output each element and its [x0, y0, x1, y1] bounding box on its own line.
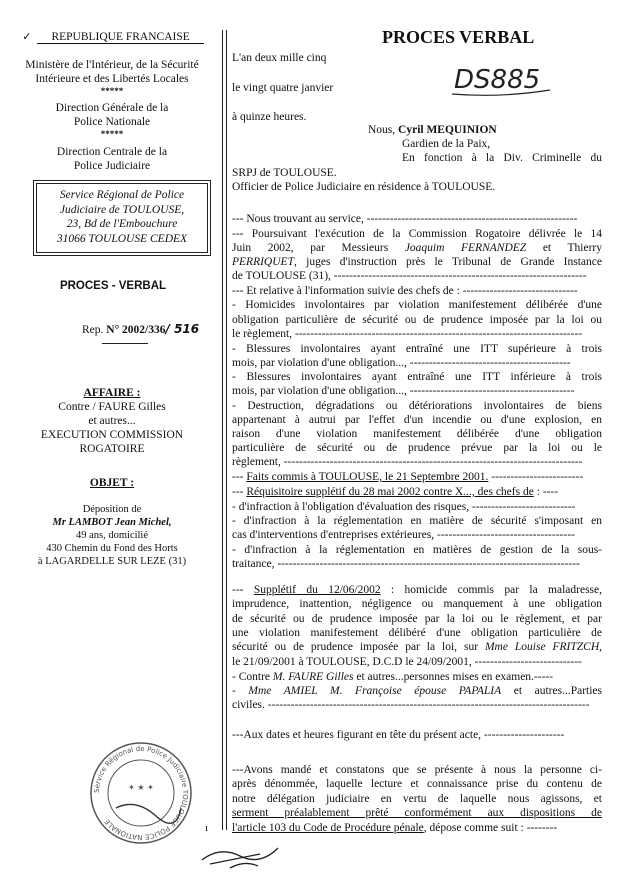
service-line-3: 23, Bd de l'Embouchure	[66, 218, 178, 230]
body-line: --- Et relative à l'information suivie des chefs de : ------------------------------	[232, 285, 578, 297]
officer-rank: Gardien de la Paix,	[402, 138, 491, 150]
body-line: mois, par violation d'une obligation..., ------------------------------------------	[232, 357, 571, 369]
body-line: - Blessures involontaires ayant entraîné une ITT supérieure à trois	[232, 343, 602, 355]
body-line: de sécurité ou de prudence imposée par la loi ou le règlement, et par	[232, 613, 602, 625]
body-line: l'article 103 du Code de Procédure pénale, dépose comme suit : --------	[232, 822, 558, 834]
affaire-label: AFFAIRE :	[83, 387, 141, 399]
republique-header	[20, 27, 206, 45]
emphasis: Supplétif du 12/06/2002	[253, 584, 381, 596]
body-line: ---Avons mandé et constatons que se présente à nous la personne ci-	[232, 764, 602, 776]
service-address	[36, 188, 208, 246]
body-line: règlement, ------------------------------------------------------------------------------	[232, 456, 583, 468]
officer-name-line	[368, 123, 497, 137]
column-divider-inner	[226, 30, 227, 830]
body-line: - d'infraction à l'obligation d'évaluation des risques, ---------------------------	[232, 501, 576, 513]
body-line: --- Poursuivant l'exécution de la Commission Rogatoire délivrée le 14	[232, 228, 602, 240]
service-line-2: Judiciaire de TOULOUSE,	[59, 203, 185, 216]
objet-line-4: 430 Chemin du Fond des Horts	[46, 543, 178, 554]
body-line: de TOULOUSE (31), ------------------------------------------------------------------	[232, 270, 587, 282]
body-line: notre délégation judiciaire en vertu de laquelle nous agissons, et	[232, 793, 602, 805]
body-line: - d'infraction à la réglementation en matières de gestion de la sous-	[232, 544, 602, 556]
ministere-line-2: Intérieure et des Libertés Locales	[35, 73, 189, 85]
tick-mark: ✓	[22, 31, 32, 43]
pv-subtitle: PROCES - VERBAL	[59, 280, 167, 292]
ministere-line-1: Ministère de l'Intérieur, de la Sécurité	[25, 59, 199, 71]
emphasis: Mme AMIEL M. Françoise épouse PAPALIA	[248, 685, 502, 697]
body-line: - Mme AMIEL M. Françoise épouse PAPALIA et autres...Parties	[232, 685, 602, 697]
rep-number: N° 2002/336	[106, 324, 166, 336]
affaire-line-1: Contre / FAURE Gilles	[58, 401, 166, 413]
body-line: traitance, -------------------------------------------------------------------------------	[232, 558, 580, 570]
handwritten-number	[450, 58, 560, 100]
body-line	[232, 806, 602, 820]
objet-block	[14, 503, 210, 568]
police-stamp	[86, 738, 196, 848]
officer-name: Cyril MEQUINION	[398, 124, 497, 136]
objet-line-1: Déposition de	[82, 504, 142, 515]
rep-handwritten: / 516	[165, 322, 200, 336]
objet-label	[14, 476, 210, 490]
body-line: - Homicides involontaires par violation manifestement délibérée d'une	[232, 299, 602, 311]
objet-line-3: 49 ans, domicilié	[75, 530, 149, 541]
date-line-3: à quinze heures.	[232, 111, 307, 123]
nous-label: Nous,	[368, 124, 396, 136]
body-line: PERRIQUET, juges d'instruction près le Tribunal de Grande Instance	[232, 256, 602, 268]
body-line: obligation particulière de sécurité ou de prudence imposée par la loi ou	[232, 314, 602, 326]
officer-srpj: SRPJ de TOULOUSE.	[232, 167, 337, 179]
body-line: mois, par violation d'une obligation..., -------------------------------------------	[232, 385, 575, 397]
officer-fonction: En fonction à la Div. Criminelle du	[402, 152, 602, 164]
dcpj-block	[14, 145, 210, 173]
objet-line-5: à LAGARDELLE SUR LEZE (31)	[37, 556, 187, 567]
service-line-1: Service Régional de Police	[59, 189, 185, 201]
stamp-text: Service Régional de Police Judiciaire TOULOUSE POLICE NATIONALE	[92, 744, 190, 842]
emphasis: Réquisitoire supplétif du 28 mai 2002 contre X..., des chefs de	[246, 486, 534, 498]
dgpn-line-2: Police Nationale	[73, 116, 151, 128]
stamp-mark: ı	[205, 822, 209, 834]
affaire-line-3: EXECUTION COMMISSION	[40, 429, 184, 441]
service-line-4: 31066 TOULOUSE CEDEX	[56, 232, 188, 245]
affaire-block	[14, 386, 210, 456]
dgpn-block	[14, 101, 210, 139]
body-line: - Destruction, dégradations ou détériorations involontaires de biens	[232, 400, 602, 412]
ministere-block	[14, 58, 210, 96]
date-line-2: le vingt quatre janvier	[232, 82, 334, 94]
emphasis: M. FAURE Gilles	[272, 671, 354, 683]
body-line: après dénommée, laquelle lecture et connaissance prise du contenu de	[232, 778, 602, 790]
affaire-line-2: et autres...	[88, 415, 136, 427]
objet-label-text: OBJET :	[89, 477, 135, 489]
signature	[200, 838, 290, 872]
republique-label: REPUBLIQUE FRANCAISE	[37, 31, 203, 44]
column-divider	[222, 30, 223, 830]
body-line: civiles. ------------------------------------------------------------------------------------	[232, 699, 590, 711]
body-line: - Contre M. FAURE Gilles et autres...personnes mises en examen.-----	[232, 671, 554, 683]
body-line: le 21/09/2001 à TOULOUSE, D.C.D le 24/09/2001, ----------------------------	[232, 656, 582, 668]
rep-line	[82, 322, 199, 337]
stars-2: *****	[100, 129, 124, 139]
affaire-line-4: ROGATOIRE	[79, 443, 145, 455]
body-line: --- Supplétif du 12/06/2002 : homicide commis par la maladresse,	[232, 584, 602, 596]
handwritten-number-text: DS885	[454, 65, 541, 95]
rep-label: Rep.	[82, 324, 104, 336]
body-line: --- Faits commis à TOULOUSE, le 21 Septembre 2001. ------------------------	[232, 471, 584, 483]
body-line: une violation manifestement délibéré d'une obligation particulière de	[232, 627, 602, 639]
emphasis: l'article 103 du Code de Procédure pénale	[232, 822, 424, 834]
dcpj-line-2: Police Judiciaire	[73, 160, 151, 172]
rep-divider	[102, 343, 148, 344]
body-line: - d'infraction à la réglementation en matière de sécurité s'imposant en	[232, 515, 602, 527]
svg-text:✦ ★ ✦: ✦ ★ ✦	[128, 783, 154, 792]
emphasis: Joaquim FERNANDEZ	[404, 242, 527, 254]
body-line: --- Nous trouvant au service, -------------------------------------------------------	[232, 213, 578, 225]
emphasis: Faits commis à TOULOUSE, le 21 Septembre 2001.	[246, 471, 489, 483]
emphasis: serment préalablement prêté conformément aux dispositions de	[232, 807, 602, 819]
stars-1: *****	[100, 86, 124, 96]
body-line: Juin 2002, par Messieurs Joaquim FERNANDEZ et Thierry	[232, 242, 602, 254]
body-line: imprudence, inattention, négligence ou manquement à une obligation	[232, 598, 602, 610]
emphasis: Mme Louise FRITZCH	[484, 641, 600, 653]
body-line: appartenant à autrui par l'effet d'un incendie ou d'une explosion, en	[232, 414, 602, 426]
body-line: sécurité ou de prudence imposée par la loi, sur Mme Louise FRITZCH,	[232, 641, 602, 653]
body-line: raison d'une violation manifestement délibérée d'une obligation	[232, 428, 602, 440]
document-title: PROCES VERBAL	[382, 27, 535, 47]
body-line: - Blessures involontaires ayant entraîné une ITT inférieure à trois	[232, 371, 602, 383]
body-line: cas d'interventions d'entreprises extérieures, ------------------------------------	[232, 529, 575, 541]
body-line: --- Réquisitoire supplétif du 28 mai 2002 contre X..., des chefs de : ----	[232, 486, 559, 498]
officer-opj: Officier de Police Judiciaire en résidence à TOULOUSE.	[232, 181, 496, 193]
emphasis: PERRIQUET	[232, 256, 294, 268]
body-line: particulière de sécurité ou de prudence prévue par la loi ou le	[232, 442, 602, 454]
body-line: ---Aux dates et heures figurant en tête du présent acte, ---------------------	[232, 729, 565, 741]
objet-line-2: Mr LAMBOT Jean Michel,	[52, 517, 172, 528]
body-line: le règlement, ---------------------------------------------------------------------------	[232, 328, 583, 340]
svg-text:Service Régional de Police Jud	[93, 745, 189, 841]
dcpj-line-1: Direction Centrale de la	[56, 146, 168, 158]
dgpn-line-1: Direction Générale de la	[55, 102, 169, 114]
date-line-1: L'an deux mille cinq	[232, 52, 327, 64]
